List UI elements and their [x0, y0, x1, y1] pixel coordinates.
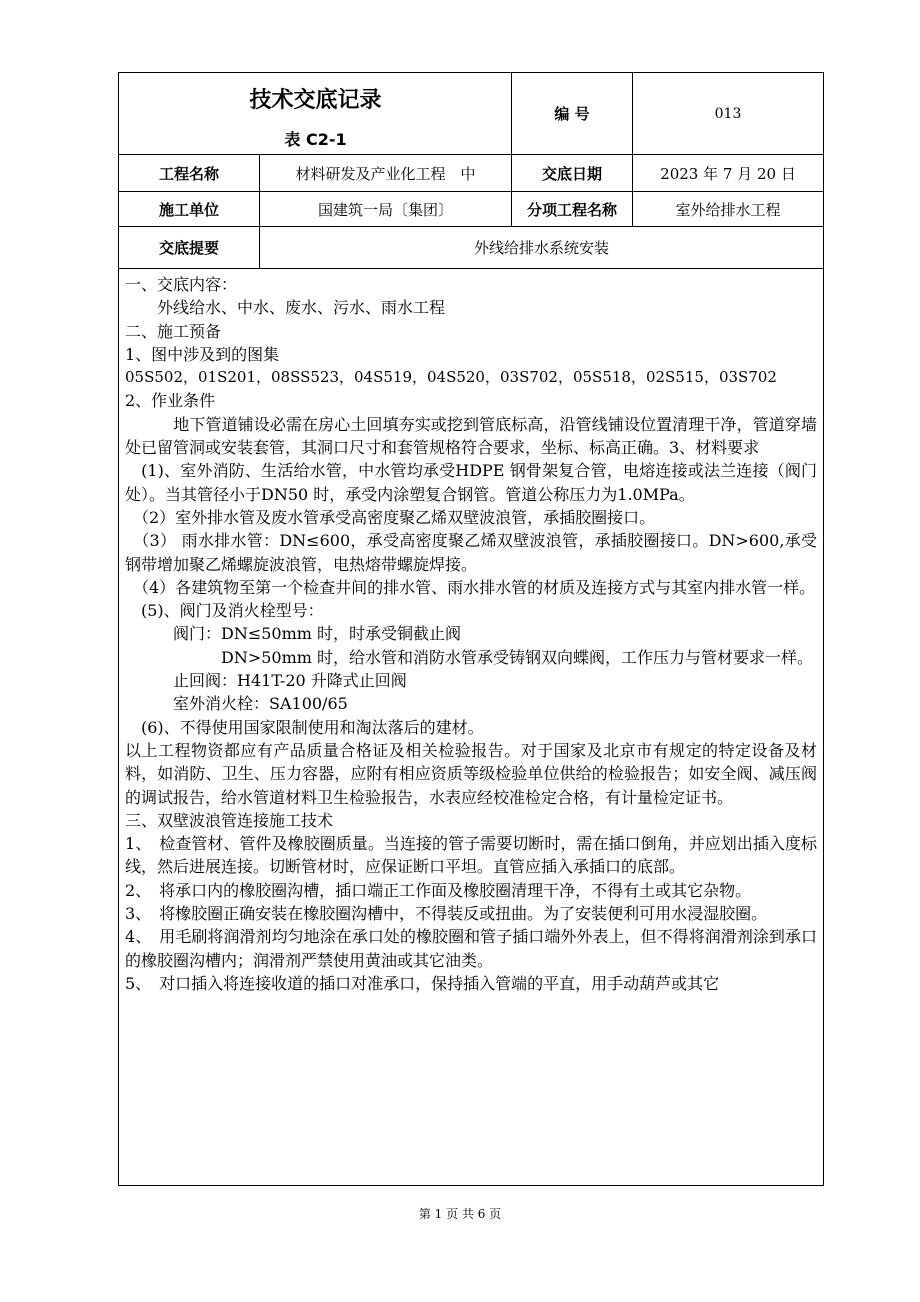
content-line: 3、 将橡胶圈正确安装在橡胶圈沟槽中，不得装反或扭曲。为了安装便利可用水浸湿胶圈。: [125, 904, 768, 924]
project-row: [119, 155, 823, 192]
content-line: 4、 用毛刷将润滑剂均匀地涂在承口处的橡胶圈和管子插口端外外表上，但不得将润滑剂涂到承口的橡胶圈沟槽内；润滑剂严禁使用黄油或其它油类。: [125, 927, 817, 970]
content-line: DN>50mm 时，给水管和消防水管承受铸钢双向蝶阀，工作压力与管材要求一样。: [125, 647, 814, 667]
content-line: （3） 雨水排水管：DN≤600，承受高密度聚乙烯双壁波浪管，承插胶圈接口。DN>600,承受钢带增加聚乙烯螺旋波浪管，电热熔带螺旋焊接。: [125, 531, 817, 574]
date-label: 交底日期: [512, 155, 633, 191]
content-line: 阀门：DN≤50mm 时，时承受铜截止阀: [125, 624, 462, 644]
disclosure-content: [119, 269, 823, 1185]
number-value: 013: [714, 105, 742, 122]
content-line: 外线给水、中水、废水、污水、雨水工程: [125, 298, 446, 318]
title-cell: [119, 73, 512, 154]
content-line: 地下管道铺设必需在房心土回填夯实或挖到管底标高，沿管线铺设位置清理干净，管道穿墙处已留管洞或安装套管，其洞口尺寸和套管规格符合要求，坐标、标高正确。3、材料要求: [125, 414, 817, 458]
content-line: (1)、室外消防、生活给水管，中水管均承受HDPE 钢骨架复合管，电熔连接或法兰连接（阀门处）。当其管径小于DN50 时，承受内涂塑复合钢管。管道公称压力为1.0MPa。: [125, 461, 817, 504]
content-line: 止回阀：H41T-20 升降式止回阀: [125, 671, 407, 691]
content-line: 1、图中涉及到的图集: [125, 344, 280, 364]
technical-disclosure-form: [118, 72, 824, 1186]
summary-row: [119, 227, 823, 269]
content-line: 三、双壁波浪管连接施工技术: [125, 810, 334, 830]
contractor-label: 施工单位: [119, 192, 260, 226]
content-line: (5)、阀门及消火栓型号：: [125, 601, 324, 621]
content-line: 2、作业条件: [125, 391, 216, 411]
content-line: 1、 检查管材、管件及橡胶圈质量。当连接的管子需要切断时，需在插口倒角，并应划出插入度标线，然后进展连接。切断管材时，应保证断口平坦。直管应插入承插口的底部。: [125, 834, 817, 877]
content-line: 5、 对口插入将连接收道的插口对准承口，保持插入管端的平直，用手动葫芦或其它: [125, 973, 720, 993]
content-line: 一、交底内容：: [125, 275, 238, 294]
project-name-label: 工程名称: [119, 155, 260, 191]
content-line: 二、施工预备: [125, 321, 222, 341]
form-title: 技术交底记录: [249, 88, 382, 113]
subproject-label: 分项工程名称: [512, 192, 633, 226]
contractor-value: 国建筑一局〔集团〕: [260, 192, 512, 226]
summary-value: 外线给排水系统安装: [473, 239, 609, 257]
subproject-value: 室外给排水工程: [675, 200, 781, 219]
header-row: [119, 73, 823, 155]
content-line: 2、 将承口内的橡胶圈沟槽，插口端正工作面及橡胶圈清理干净，不得有土或其它杂物。: [125, 880, 752, 900]
content-line: 05S502，01S201，08SS523，04S519，04S520，03S702，05S518，02S515，03S702: [125, 368, 777, 387]
number-label: 编 号: [512, 73, 633, 154]
contractor-row: [119, 192, 823, 227]
content-line: 以上工程物资都应有产品质量合格证及相关检验报告。对于国家及北京市有规定的特定设备及材料，如消防、卫生、压力容器，应附有相应资质等级检验单位供给的检验报告；如安全阀、减压阀的调试报告，给水管道材料卫生检验报告，水表应经校准检定合格，有计量检定证书。: [125, 740, 817, 807]
content-line: 室外消火栓：SA100/65: [125, 694, 348, 714]
summary-label: 交底提要: [119, 227, 260, 268]
date-value: 2023 年 7 月 20 日: [660, 164, 796, 183]
form-code: 表 C2-1: [284, 130, 347, 149]
content-line: （2）室外排水管及废水管承受高密度聚乙烯双壁波浪管，承插胶圈接口。: [125, 507, 656, 527]
project-name-value: 材料研发及产业化工程 中: [260, 155, 512, 191]
content-line: (6)、不得使用国家限制使用和淘汰落后的建材。: [125, 717, 484, 737]
page-footer: 第 1 页 共 6 页: [418, 1207, 502, 1221]
content-line: （4）各建筑物至第一个检查井间的排水管、雨水排水管的材质及连接方式与其室内排水管一样。: [125, 577, 816, 597]
